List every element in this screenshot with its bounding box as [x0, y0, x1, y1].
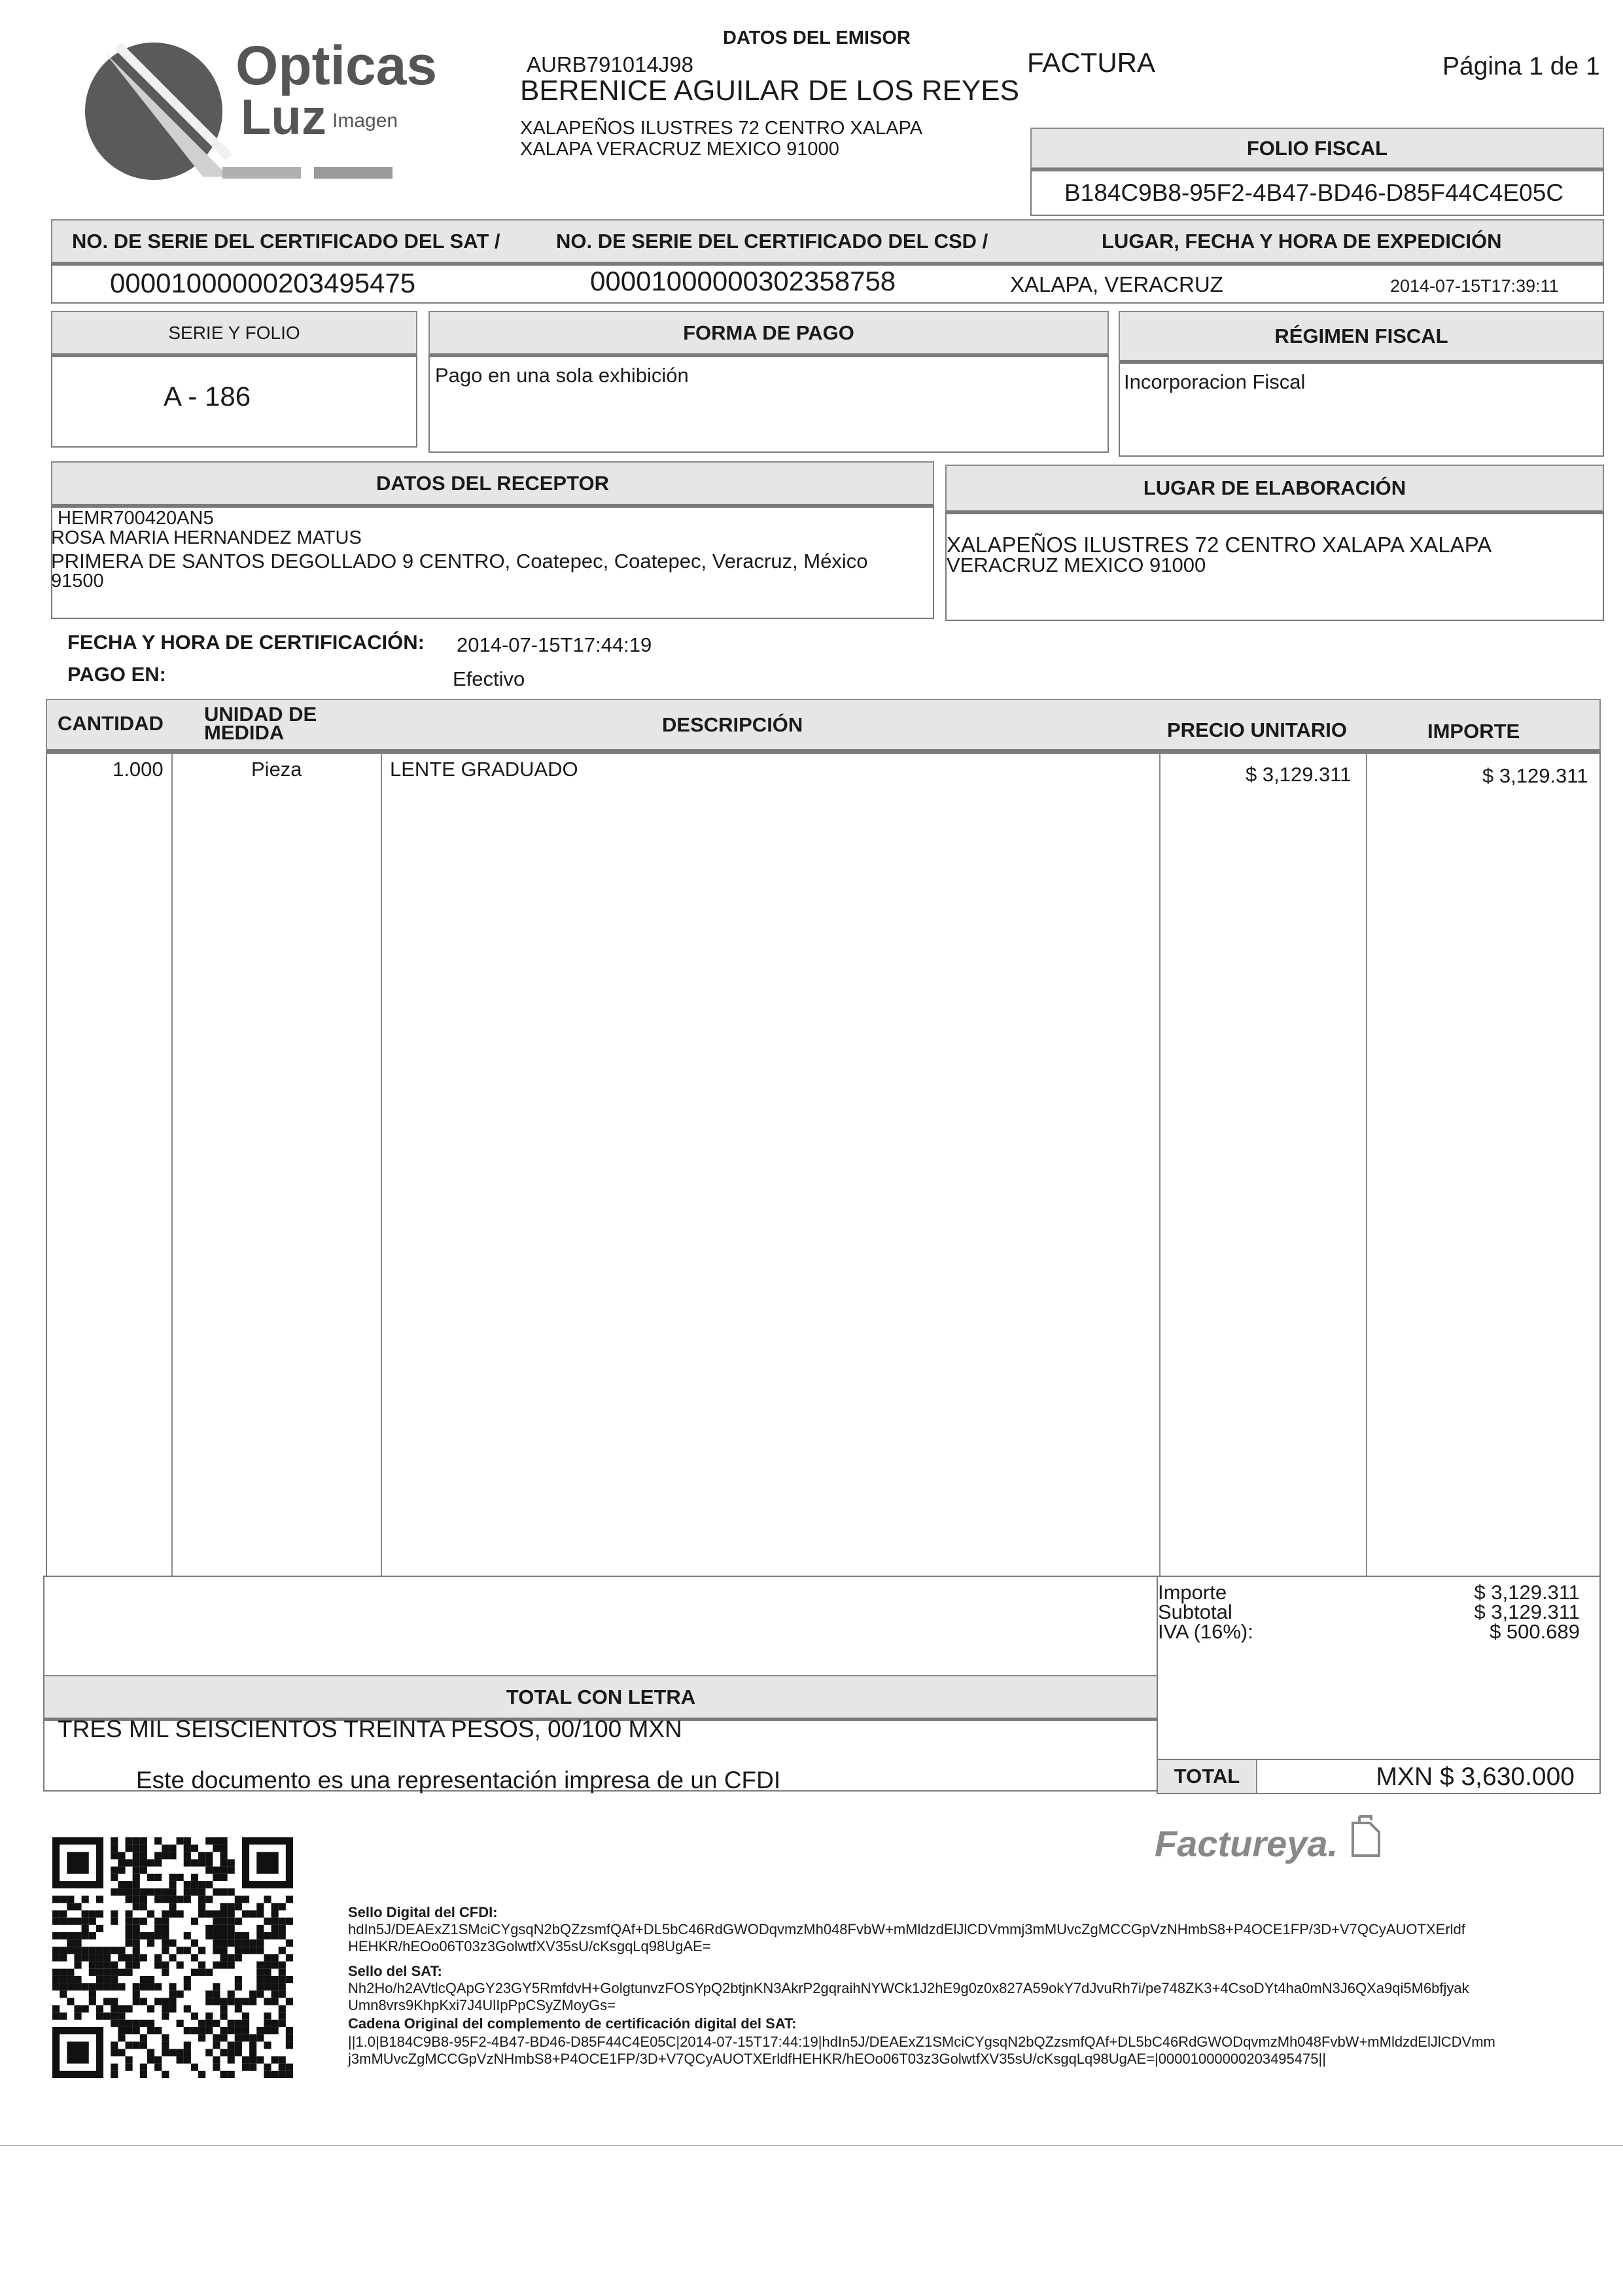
total-value: MXN $ 3,630.000 [1376, 1763, 1575, 1791]
serie-folio-label: SERIE Y FOLIO [51, 311, 417, 357]
subtotal-label: Subtotal [1158, 1600, 1232, 1623]
qr-code [52, 1837, 293, 2078]
row-cantidad: 1.000 [113, 758, 164, 781]
sello-sat-line1: Nh2Ho/h2AVtlcQApGY23GY5RmfdvH+GolgtunvzFOSYpQ2btjnKN3AkrP2gqraihNYWCk1J2hE9g0z0x827A59okY7dJvuRh7i/pe748ZK3+4CsoDYt4ha0mN3J6QXa9qi5M6bfjyak [348, 1980, 1469, 1996]
certificacion-value: 2014-07-15T17:44:19 [457, 633, 652, 656]
col-unidad-2: MEDIDA [204, 721, 285, 744]
row-descripcion: LENTE GRADUADO [390, 758, 578, 781]
emisor-name: BERENICE AGUILAR DE LOS REYES [520, 75, 1019, 107]
row-precio: $ 3,129.311 [1246, 763, 1352, 786]
sello-sat-label: Sello del SAT: [348, 1963, 442, 1979]
col-descripcion: DESCRIPCIÓN [662, 713, 803, 736]
folio-fiscal-label: FOLIO FISCAL [1030, 128, 1604, 171]
items-table-body [46, 752, 1601, 1577]
sello-cfdi-line2: HEHKR/hEOo06T03z3GolwtfXV35sU/cKsgqLq98UgAE= [348, 1938, 711, 1954]
receptor-rfc: HEMR700420AN5 [58, 508, 214, 529]
receptor-zip: 91500 [51, 571, 104, 592]
certificacion-label: FECHA Y HORA DE CERTIFICACIÓN: [67, 631, 425, 654]
col-divider-4 [1366, 754, 1367, 1576]
factureya-brand: Factureya. [1155, 1823, 1338, 1864]
items-table-header [46, 699, 1601, 752]
elaboracion-box [945, 513, 1604, 621]
cfdi-note: Este documento es una representación impresa de un CFDI [136, 1767, 781, 1793]
document-icon [1348, 1814, 1387, 1860]
expedition-datetime: 2014-07-15T17:39:11 [1390, 276, 1559, 296]
row-importe: $ 3,129.311 [1482, 764, 1588, 787]
importe-label: Importe [1158, 1581, 1227, 1604]
company-logo [79, 26, 438, 183]
emisor-rfc: AURB791014J98 [527, 52, 694, 77]
forma-pago-box [428, 356, 1109, 453]
total-letra-value: TRES MIL SEISCIENTOS TREINTA PESOS, 00/100 MXN [58, 1716, 682, 1742]
sat-cert-value: 00001000000203495475 [110, 268, 416, 298]
cadena-line2: j3mMUvcZgMCCGpVzNHmbS8+P4OCE1FP/3D+V7QCyAUOTXErldfHEHKR/hEOo06T03z3GolwtfXV35sU/cKsgqLq98UgAE=|00001000000203495475|| [348, 2051, 1326, 2067]
folio-fiscal-box [1030, 170, 1604, 216]
expedition-label: LUGAR, FECHA Y HORA DE EXPEDICIÓN [1102, 230, 1502, 253]
logo-tag: Imagen [332, 110, 398, 132]
sat-cert-label: NO. DE SERIE DEL CERTIFICADO DEL SAT / [72, 230, 500, 253]
subtotal-value: $ 3,129.311 [1474, 1600, 1580, 1623]
expedition-place: XALAPA, VERACRUZ [1010, 272, 1223, 296]
pago-en-label: PAGO EN: [67, 663, 166, 686]
forma-pago-label: FORMA DE PAGO [428, 311, 1109, 357]
cert-header [51, 219, 1604, 265]
row-unidad: Pieza [251, 758, 302, 781]
total-letra-label: TOTAL CON LETRA [44, 1675, 1157, 1721]
receptor-label: DATOS DEL RECEPTOR [51, 461, 934, 507]
qr-code-graphic [52, 1837, 293, 2078]
emisor-address1: XALAPEÑOS ILUSTRES 72 CENTRO XALAPA [520, 118, 923, 139]
folio-fiscal-value: B184C9B8-95F2-4B47-BD46-D85F44C4E05C [1064, 179, 1564, 206]
cadena-label: Cadena Original del complemento de certificación digital del SAT: [348, 2015, 797, 2032]
cert-values [51, 264, 1604, 304]
forma-pago-value: Pago en una sola exhibición [435, 364, 689, 387]
receptor-box [51, 506, 934, 619]
csd-cert-label: NO. DE SERIE DEL CERTIFICADO DEL CSD / [556, 230, 988, 253]
col-cantidad: CANTIDAD [58, 712, 164, 735]
logo-line1: Opticas [236, 35, 438, 96]
totals-box [1157, 1576, 1601, 1760]
col-unidad-1: UNIDAD DE [204, 703, 317, 726]
regimen-box [1119, 362, 1604, 457]
col-precio: PRECIO UNITARIO [1167, 718, 1347, 741]
receptor-name: ROSA MARIA HERNANDEZ MATUS [51, 527, 362, 548]
col-divider-2 [381, 754, 382, 1578]
regimen-label: RÉGIMEN FISCAL [1119, 311, 1604, 363]
elaboracion-label: LUGAR DE ELABORACIÓN [945, 465, 1604, 514]
csd-cert-value: 00001000000302358758 [590, 266, 896, 296]
emisor-address2: XALAPA VERACRUZ MEXICO 91000 [520, 139, 839, 160]
document-type: FACTURA [1027, 47, 1156, 78]
page-bottom-rule [0, 2145, 1623, 2146]
total-row [1157, 1759, 1601, 1794]
serie-folio-box [51, 356, 417, 448]
col-divider-3 [1159, 754, 1161, 1576]
page-number: Página 1 de 1 [1442, 52, 1600, 80]
serie-folio-value: A - 186 [164, 381, 251, 412]
col-divider-1 [171, 754, 173, 1578]
sello-cfdi-label: Sello Digital del CFDI: [348, 1904, 498, 1920]
iva-value: $ 500.689 [1490, 1620, 1580, 1643]
emisor-heading: DATOS DEL EMISOR [723, 27, 911, 48]
sello-cfdi-line1: hdIn5J/DEAExZ1SMciCYgsqN2bQZzsmfQAf+DL5bC46RdGWODqvmzMh048FvbW+mMldzdElJlCDVmmj3mMUvcZgMCCGpVzNHmbS8+P4OCE1FP/3D+V7QCyAUOTXErldf [348, 1921, 1465, 1937]
importe-value: $ 3,129.311 [1474, 1581, 1580, 1604]
cadena-line1: ||1.0|B184C9B8-95F2-4B47-BD46-D85F44C4E05C|2014-07-15T17:44:19|hdIn5J/DEAExZ1SMciCYgsqN2bQZzsmfQAf+DL5bC46RdGWODqvmzMh048FvbW+mMldzdElJlCDVmm [348, 2034, 1495, 2050]
iva-label: IVA (16%): [1158, 1620, 1253, 1643]
logo-line2: Luz [241, 90, 326, 145]
receptor-address: PRIMERA DE SANTOS DEGOLLADO 9 CENTRO, Coatepec, Coatepec, Veracruz, México [51, 550, 868, 573]
footer-left-box [43, 1576, 1159, 1792]
pago-en-value: Efectivo [453, 667, 525, 690]
elaboracion-line1: XALAPEÑOS ILUSTRES 72 CENTRO XALAPA XALAPA [947, 533, 1492, 557]
col-importe: IMPORTE [1427, 720, 1520, 743]
sello-sat-line2: Umn8vrs9KhpKxi7J4UlIpPpCSyZMoyGs= [348, 1997, 616, 2013]
total-label: TOTAL [1158, 1760, 1257, 1793]
elaboracion-line2: VERACRUZ MEXICO 91000 [947, 554, 1206, 576]
regimen-value: Incorporacion Fiscal [1124, 370, 1306, 393]
